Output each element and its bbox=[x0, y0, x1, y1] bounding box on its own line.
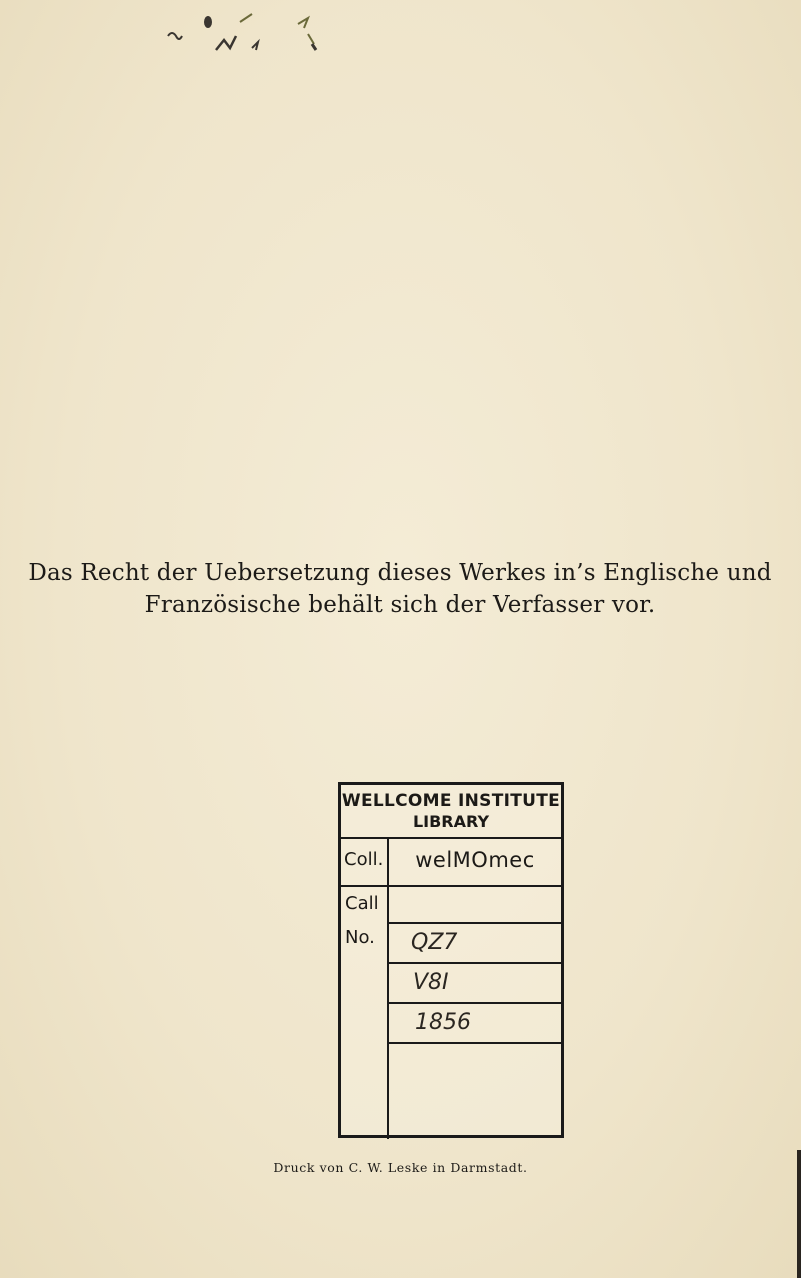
translation-rights-notice bbox=[20, 557, 780, 621]
stamp-header bbox=[341, 785, 561, 839]
call-number-section bbox=[341, 887, 561, 1139]
library-name: LIBRARY bbox=[412, 812, 490, 831]
call-line-3: V8I bbox=[389, 964, 561, 1004]
call-label-column bbox=[341, 887, 389, 1139]
coll-row bbox=[341, 839, 561, 887]
notice-line-2: Französische behält sich der Verfasser vor. bbox=[144, 592, 656, 618]
ink-marks-image bbox=[140, 4, 360, 64]
notice-line-1: Das Recht der Uebersetzung dieses Werkes in’s Englische und bbox=[28, 560, 772, 586]
coll-label: Coll. bbox=[341, 839, 389, 885]
call-line-2: QZ7 bbox=[389, 924, 561, 964]
page-edge-shadow bbox=[797, 1150, 801, 1278]
call-label: Call bbox=[345, 893, 379, 914]
call-line-4: 1856 bbox=[389, 1004, 561, 1044]
call-line-1 bbox=[389, 887, 561, 924]
library-stamp bbox=[338, 782, 564, 1138]
coll-value: welMOmec bbox=[415, 848, 535, 872]
printer-imprint: Druck von C. W. Leske in Darmstadt. bbox=[273, 1160, 528, 1175]
call-line-5 bbox=[389, 1044, 561, 1084]
no-label: No. bbox=[345, 927, 375, 948]
institute-name: WELLCOME INSTITUTE bbox=[341, 791, 561, 811]
